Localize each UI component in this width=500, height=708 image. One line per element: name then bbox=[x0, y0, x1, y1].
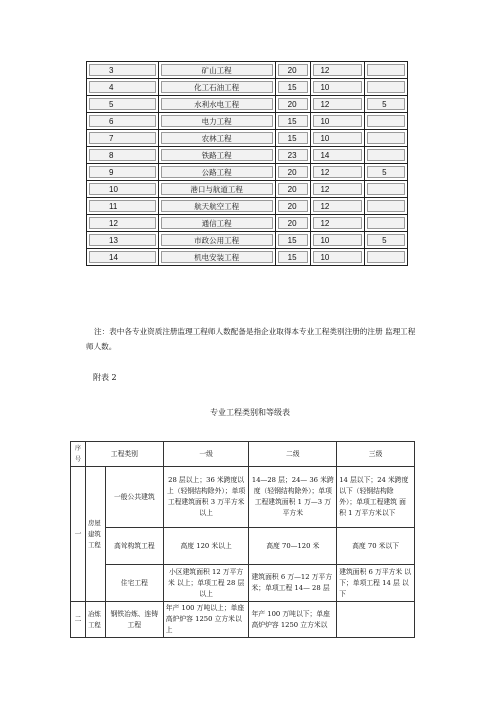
engineer-requirement-table-body bbox=[87, 62, 408, 266]
table-cell-a: 20 bbox=[275, 198, 311, 215]
table-cell-a: 15 bbox=[275, 232, 311, 249]
table-cell-no: 3 bbox=[87, 62, 159, 79]
engineer-requirement-table bbox=[86, 61, 408, 266]
table-cell-no: 13 bbox=[87, 232, 159, 249]
group2-row1-g2: 年产 100 万吨以下；单座 高炉炉容 1250 立方米以 bbox=[249, 602, 337, 638]
header-seq: 序号 bbox=[71, 442, 86, 467]
table-cell-no: 9 bbox=[87, 164, 159, 181]
table-row bbox=[87, 96, 408, 113]
table-cell-no: 8 bbox=[87, 147, 159, 164]
grade-table-caption: 专业工程类别和等级表 bbox=[210, 408, 290, 417]
table-cell-c bbox=[365, 181, 408, 198]
table-cell-name: 电力工程 bbox=[158, 113, 275, 130]
header-grade1: 一级 bbox=[163, 442, 249, 467]
table-cell-name: 市政公用工程 bbox=[158, 232, 275, 249]
table-cell-name: 机电安装工程 bbox=[158, 249, 275, 266]
table-cell-c: 5 bbox=[365, 232, 408, 249]
table-cell-b: 12 bbox=[311, 198, 365, 215]
table-cell-c bbox=[365, 62, 408, 79]
table-cell-no: 5 bbox=[87, 96, 159, 113]
header-grade2: 二级 bbox=[249, 442, 337, 467]
header-grade3: 三级 bbox=[337, 442, 415, 467]
table-cell-b: 10 bbox=[311, 249, 365, 266]
table-cell-b: 12 bbox=[311, 62, 365, 79]
table-cell-c bbox=[365, 198, 408, 215]
table-cell-b: 10 bbox=[311, 79, 365, 96]
group1-row3-type: 住宅工程 bbox=[105, 565, 163, 602]
group1-row2-g1: 高度 120 米以上 bbox=[163, 528, 249, 565]
table-note: 注：表中各专业资质注册监理工程师人数配备是指企业取得本专业工程类别注册的注册 监理工程师人数。 bbox=[86, 327, 416, 351]
table-row bbox=[87, 62, 408, 79]
table-row bbox=[71, 467, 415, 528]
table-cell-name: 航天航空工程 bbox=[158, 198, 275, 215]
group2-row1-g3 bbox=[337, 602, 415, 638]
table-row bbox=[87, 249, 408, 266]
group1-row2-type: 高耸构筑工程 bbox=[105, 528, 163, 565]
table-row bbox=[87, 232, 408, 249]
group1-seq: 一 bbox=[71, 467, 86, 602]
group1-row1-g3: 14 层以下；24 米跨度 以下（轻钢结构除 外）；单项工程建筑 面积 1 万平方米以下 bbox=[337, 467, 415, 528]
table-cell-a: 20 bbox=[275, 96, 311, 113]
table-cell-c bbox=[365, 249, 408, 266]
table-row bbox=[87, 215, 408, 232]
table-cell-c bbox=[365, 130, 408, 147]
group1-row3-g2: 建筑面积 6 万—12 万平方米；单项工程 14— 28 层 bbox=[249, 565, 337, 602]
group1-row3-g3: 建筑面积 6 万平方米 以下；单项工程 14 层 以下 bbox=[337, 565, 415, 602]
table-cell-a: 20 bbox=[275, 181, 311, 198]
table-cell-a: 15 bbox=[275, 113, 311, 130]
table-cell-b: 10 bbox=[311, 113, 365, 130]
table-cell-b: 10 bbox=[311, 232, 365, 249]
group1-row1-g2: 14—28 层；24— 36 米跨度（轻钢结构除外）；单项 工程建筑面积 1 万—3 万 平方米 bbox=[249, 467, 337, 528]
table-cell-name: 农林工程 bbox=[158, 130, 275, 147]
group2-row1-g1: 年产 100 万吨以上；单座 高炉炉容 1250 立方米以上 bbox=[163, 602, 249, 638]
group2-row1-type: 钢铁冶炼、连铸工程 bbox=[105, 602, 163, 638]
table-cell-name: 港口与航道工程 bbox=[158, 181, 275, 198]
table-row bbox=[71, 528, 415, 565]
group2-seq: 二 bbox=[71, 602, 86, 638]
table-cell-no: 10 bbox=[87, 181, 159, 198]
table-cell-name: 水利水电工程 bbox=[158, 96, 275, 113]
table-cell-no: 7 bbox=[87, 130, 159, 147]
table-cell-c bbox=[365, 113, 408, 130]
table-cell-no: 12 bbox=[87, 215, 159, 232]
table-cell-a: 15 bbox=[275, 130, 311, 147]
grade-table bbox=[70, 441, 415, 638]
table-row bbox=[71, 602, 415, 638]
table-cell-c bbox=[365, 79, 408, 96]
group1-row2-g3: 高度 70 米以下 bbox=[337, 528, 415, 565]
group2-name: 冶炼工程 bbox=[85, 602, 105, 638]
table-cell-a: 20 bbox=[275, 62, 311, 79]
table-cell-a: 20 bbox=[275, 164, 311, 181]
grade-table-header bbox=[71, 442, 415, 467]
group1-row3-g1: 小区建筑面积 12 万平方米 以上；单项工程 28 层以上 bbox=[163, 565, 249, 602]
table-cell-c bbox=[365, 147, 408, 164]
table-cell-a: 15 bbox=[275, 79, 311, 96]
table-cell-no: 11 bbox=[87, 198, 159, 215]
table-cell-c bbox=[365, 215, 408, 232]
table-cell-a: 20 bbox=[275, 215, 311, 232]
table-row bbox=[87, 147, 408, 164]
table-row bbox=[87, 198, 408, 215]
group1-name: 房屋建筑工程 bbox=[85, 467, 105, 602]
table-cell-b: 12 bbox=[311, 181, 365, 198]
table-cell-a: 23 bbox=[275, 147, 311, 164]
table-cell-name: 矿山工程 bbox=[158, 62, 275, 79]
table-cell-no: 14 bbox=[87, 249, 159, 266]
table-cell-b: 12 bbox=[311, 215, 365, 232]
table-cell-b: 12 bbox=[311, 96, 365, 113]
table-row bbox=[87, 79, 408, 96]
appendix-label: 附表 2 bbox=[93, 373, 117, 382]
table-cell-name: 通信工程 bbox=[158, 215, 275, 232]
table-cell-no: 6 bbox=[87, 113, 159, 130]
table-cell-c: 5 bbox=[365, 164, 408, 181]
table-cell-b: 10 bbox=[311, 130, 365, 147]
table-cell-name: 公路工程 bbox=[158, 164, 275, 181]
table-cell-c: 5 bbox=[365, 96, 408, 113]
table-cell-name: 铁路工程 bbox=[158, 147, 275, 164]
table-cell-b: 14 bbox=[311, 147, 365, 164]
table-cell-name: 化工石油工程 bbox=[158, 79, 275, 96]
table-row bbox=[87, 113, 408, 130]
table-cell-no: 4 bbox=[87, 79, 159, 96]
table-cell-b: 12 bbox=[311, 164, 365, 181]
group1-row1-type: 一般公共建筑 bbox=[105, 467, 163, 528]
group1-row1-g1: 28 层以上；36 米跨度以上（轻钢结构除外）；单项 工程建筑面积 3 万平方米 以上 bbox=[163, 467, 249, 528]
table-row bbox=[87, 164, 408, 181]
table-row bbox=[87, 130, 408, 147]
table-row bbox=[87, 181, 408, 198]
group1-row2-g2: 高度 70—120 米 bbox=[249, 528, 337, 565]
table-row bbox=[71, 565, 415, 602]
table-cell-a: 15 bbox=[275, 249, 311, 266]
header-category: 工程类别 bbox=[85, 442, 163, 467]
